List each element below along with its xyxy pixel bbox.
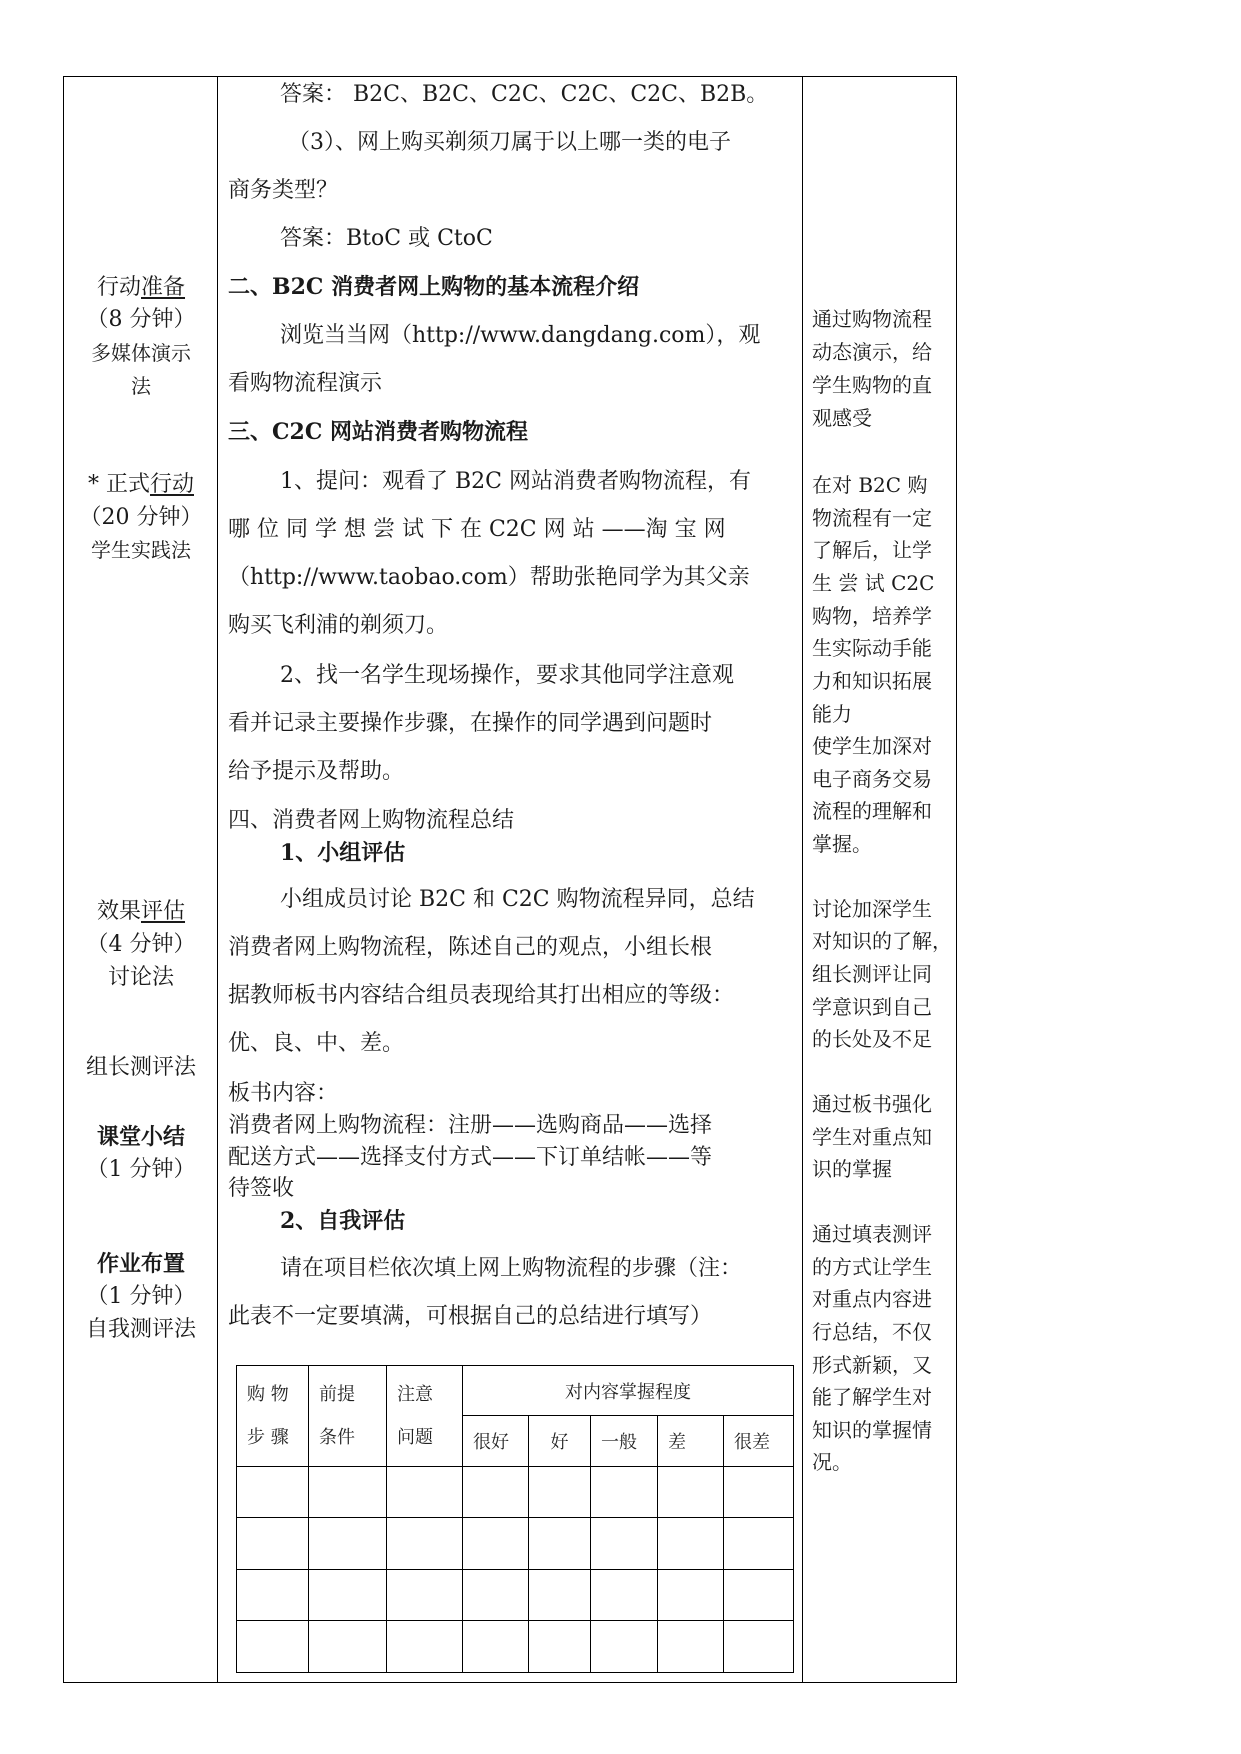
table-row: [237, 1518, 794, 1570]
remark-line: 力和知识拓展: [812, 669, 932, 693]
section-heading: 四、消费者网上购物流程总结: [228, 808, 515, 833]
duration: （1 分钟）: [86, 1157, 196, 1182]
remark-line: 讨论加深学生: [812, 897, 932, 921]
remark-line: 电子商务交易: [812, 767, 932, 791]
table-cell[interactable]: [591, 1466, 658, 1518]
body-line: 看并记录主要操作步骤，在操作的同学遇到问题时: [228, 711, 713, 736]
table-cell[interactable]: [591, 1569, 658, 1621]
answer-line: 答案：BtoC 或 CtoC: [280, 226, 493, 251]
header-mastery: 对内容掌握程度: [463, 1366, 794, 1416]
remark-line: 流程的理解和: [812, 799, 932, 823]
table-cell[interactable]: [463, 1621, 529, 1673]
table-row: [237, 1569, 794, 1621]
remark-line: 通过购物流程: [812, 307, 932, 331]
duration: （20 分钟）: [79, 505, 203, 530]
remark-line: 购物，培养学: [812, 604, 932, 628]
remark-line: 组长测评让同: [812, 962, 932, 986]
body-line: 给予提示及帮助。: [228, 759, 405, 784]
remark-line: 况。: [812, 1450, 852, 1474]
stage-effect-eval: 效果评估: [96, 899, 186, 924]
body-line: 此表不一定要填满，可根据自己的总结进行填写）: [228, 1304, 713, 1329]
remark-line: 能了解学生对: [812, 1385, 932, 1409]
section-heading: 三、C2C 网站消费者购物流程: [228, 419, 528, 445]
level-very-poor: 很差: [724, 1416, 794, 1466]
remark-line: 通过填表测评: [812, 1222, 932, 1246]
table-cell[interactable]: [658, 1518, 724, 1570]
remark-line: 动态演示，给: [812, 340, 932, 364]
table-cell[interactable]: [309, 1621, 387, 1673]
header-notes: 注意 问题: [387, 1366, 463, 1467]
body-line: 2、找一名学生现场操作，要求其他同学注意观: [280, 663, 734, 688]
table-cell[interactable]: [463, 1466, 529, 1518]
table-cell[interactable]: [237, 1518, 309, 1570]
table-cell[interactable]: [658, 1569, 724, 1621]
remark-line: 生 尝 试 C2C: [812, 571, 935, 595]
section-heading: 二、B2C 消费者网上购物的基本流程介绍: [228, 274, 640, 300]
body-line: 看购物流程演示: [228, 371, 383, 396]
body-line: 请在项目栏依次填上网上购物流程的步骤（注：: [280, 1256, 743, 1281]
body-line: （http://www.taobao.com）帮助张艳同学为其父亲: [228, 565, 750, 590]
table-cell[interactable]: [309, 1569, 387, 1621]
table-row: [237, 1466, 794, 1518]
table-cell[interactable]: [309, 1518, 387, 1570]
remark-line: 形式新颖，又: [812, 1353, 932, 1377]
remark-line: 使学生加深对: [812, 734, 932, 758]
remark-line: 了解后，让学: [812, 538, 932, 562]
table-cell[interactable]: [724, 1518, 794, 1570]
table-cell[interactable]: [237, 1466, 309, 1518]
body-line: 据教师板书内容结合组员表现给其打出相应的等级：: [228, 983, 735, 1008]
sub-heading: 1、小组评估: [280, 840, 406, 866]
method: 自我测评法: [85, 1317, 196, 1342]
stage-summary: 课堂小结: [96, 1124, 185, 1150]
remark-line: 识的掌握: [812, 1157, 892, 1181]
remark-line: 行总结，不仅: [812, 1320, 932, 1344]
table-cell[interactable]: [463, 1518, 529, 1570]
table-cell[interactable]: [529, 1466, 591, 1518]
header-premise: 前提 条件: [309, 1366, 387, 1467]
table-cell[interactable]: [237, 1621, 309, 1673]
body-line: 1、提问：观看了 B2C 网站消费者购物流程，有: [280, 469, 751, 494]
table-cell[interactable]: [309, 1466, 387, 1518]
level-poor: 差: [658, 1416, 724, 1466]
remark-line: 通过板书强化: [812, 1092, 932, 1116]
column-divider: [802, 77, 803, 1682]
table-cell[interactable]: [387, 1621, 463, 1673]
body-line: 哪 位 同 学 想 尝 试 下 在 C2C 网 站 ——淘 宝 网: [228, 517, 726, 542]
level-good: 好: [529, 1416, 591, 1466]
header-step: 购 物 步 骤: [237, 1366, 309, 1467]
sub-heading: 2、自我评估: [280, 1208, 406, 1234]
duration: （4 分钟）: [86, 932, 196, 957]
remark-line: 掌握。: [812, 832, 872, 856]
table-cell[interactable]: [387, 1466, 463, 1518]
question-line: （3）、网上购买剃须刀属于以上哪一类的电子: [288, 130, 731, 155]
remark-line: 知识的掌握情: [812, 1418, 932, 1442]
self-eval-table: [236, 1365, 794, 1673]
remark-line: 在对 B2C 购: [812, 473, 928, 497]
method: 多媒体演示: [91, 341, 191, 365]
body-line: 优、良、中、差。: [228, 1031, 405, 1056]
stage-homework: 作业布置: [96, 1251, 185, 1277]
board-line: 消费者网上购物流程：注册——选购商品——选择: [228, 1113, 713, 1138]
remark-line: 的长处及不足: [812, 1027, 932, 1051]
table-cell[interactable]: [724, 1466, 794, 1518]
table-cell[interactable]: [529, 1518, 591, 1570]
table-cell[interactable]: [237, 1569, 309, 1621]
body-line: 浏览当当网（http://www.dangdang.com），观: [280, 323, 761, 348]
method: 学生实践法: [91, 538, 191, 562]
remark-line: 学意识到自己: [812, 995, 932, 1019]
remark-line: 观感受: [812, 406, 872, 430]
method: 组长测评法: [85, 1055, 196, 1080]
table-cell[interactable]: [529, 1569, 591, 1621]
level-average: 一般: [591, 1416, 658, 1466]
remark-line: 学生对重点知: [812, 1125, 932, 1149]
table-cell[interactable]: [387, 1569, 463, 1621]
table-row: [237, 1621, 794, 1673]
remark-line: 能力: [812, 702, 852, 726]
table-cell[interactable]: [591, 1518, 658, 1570]
question-line: 商务类型？: [228, 178, 339, 203]
table-cell[interactable]: [658, 1621, 724, 1673]
method: 讨论法: [107, 965, 174, 990]
level-very-good: 很好: [463, 1416, 529, 1466]
table-cell[interactable]: [529, 1621, 591, 1673]
remark-line: 物流程有一定: [812, 506, 932, 530]
remark-line: 的方式让学生: [812, 1255, 932, 1279]
board-line: 待签收: [228, 1176, 295, 1201]
table-cell[interactable]: [724, 1569, 794, 1621]
duration: （8 分钟）: [86, 307, 196, 332]
table-cell[interactable]: [387, 1518, 463, 1570]
board-line: 配送方式——选择支付方式——下订单结帐——等: [228, 1145, 713, 1170]
board-heading: 板书内容：: [228, 1081, 339, 1106]
method: 法: [131, 374, 151, 398]
answer-line: 答案： B2C、B2C、C2C、C2C、C2C、B2B。: [280, 82, 769, 107]
duration: （1 分钟）: [86, 1284, 196, 1309]
body-line: 消费者网上购物流程，陈述自己的观点，小组长根: [228, 935, 713, 960]
remark-line: 对重点内容进: [812, 1287, 932, 1311]
body-line: 购买飞利浦的剃须刀。: [228, 613, 449, 638]
body-line: 小组成员讨论 B2C 和 C2C 购物流程异同，总结: [280, 887, 755, 912]
remark-line: 学生购物的直: [812, 373, 932, 397]
table-cell[interactable]: [463, 1569, 529, 1621]
remark-line: 生实际动手能: [812, 636, 932, 660]
table-cell[interactable]: [658, 1466, 724, 1518]
stage-action-prep: 行动准备: [96, 275, 186, 300]
remark-line: 对知识的了解，: [812, 929, 952, 953]
table-cell[interactable]: [724, 1621, 794, 1673]
table-cell[interactable]: [591, 1621, 658, 1673]
stage-formal-action: * 正式行动: [87, 472, 194, 497]
